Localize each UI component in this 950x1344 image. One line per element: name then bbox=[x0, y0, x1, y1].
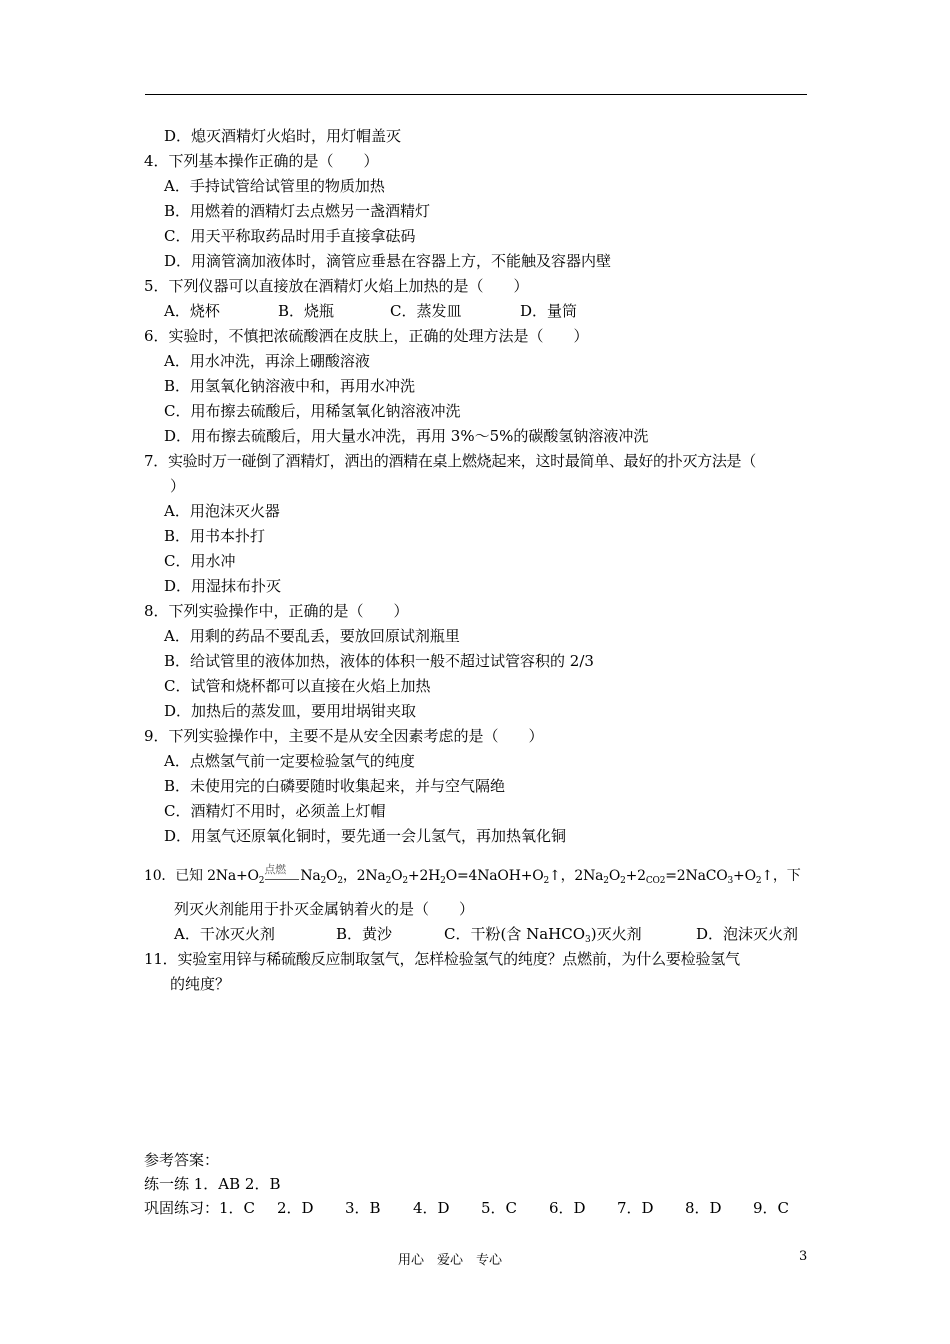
q10-option-c: C．干粉(含 NaHCO$_3$)灭火剂 bbox=[444, 925, 642, 945]
header-rule bbox=[145, 94, 807, 95]
footer-motto: 用心 爱心 专心 bbox=[398, 1253, 503, 1268]
answer-5: 5．C bbox=[481, 1199, 518, 1217]
page-number: 3 bbox=[799, 1249, 808, 1264]
answer-7: 7．D bbox=[617, 1199, 654, 1217]
q10-option-d: D．泡沫灭火剂 bbox=[696, 925, 799, 943]
q3-option-d: D．熄灭酒精灯火焰时，用灯帽盖灭 bbox=[164, 127, 402, 145]
q7-stem-cont: ） bbox=[170, 477, 186, 495]
answers-practice: 练一练 1．AB 2．B bbox=[144, 1175, 281, 1193]
q7-option-c: C．用水冲 bbox=[164, 552, 236, 570]
q4-option-d: D．用滴管滴加液体时，滴管应垂悬在容器上方，不能触及容器内壁 bbox=[164, 252, 612, 270]
q9-option-a: A．点燃氢气前一定要检验氢气的纯度 bbox=[164, 752, 415, 770]
q7-option-b: B．用书本扑打 bbox=[164, 527, 266, 545]
q4-option-b: B．用燃着的酒精灯去点燃另一盏酒精灯 bbox=[164, 202, 431, 220]
q8-option-a: A．用剩的药品不要乱丢，要放回原试剂瓶里 bbox=[164, 627, 460, 645]
q10-stem: 10．已知 $2Na+O_2$ 点燃 $Na_2O_2$，$2Na_2O_2+2H_2O=4NaOH+O_2↑$，$2Na_2O_2+2_{CO2}=2NaCO_3+O_2↑$，下 bbox=[144, 863, 801, 886]
q4-option-a: A．手持试管给试管里的物质加热 bbox=[164, 177, 385, 195]
q4-stem: 4．下列基本操作正确的是（ ） bbox=[144, 152, 379, 170]
q5-stem: 5．下列仪器可以直接放在酒精灯火焰上加热的是（ ） bbox=[144, 277, 529, 295]
answers-consolidation: 巩固练习：1．C 2．D 3．B 4．D 5．C 6．D 7．D 8．D 9．C bbox=[144, 1199, 790, 1217]
answer-1: 1．C bbox=[219, 1199, 256, 1217]
q7-stem: 7．实验时万一碰倒了酒精灯，洒出的酒精在桌上燃烧起来，这时最简单、最好的扑灭方法是（ bbox=[144, 452, 756, 470]
q5-option-c: C．蒸发皿 bbox=[390, 302, 462, 320]
q5-option-a: A．烧杯 bbox=[164, 302, 220, 320]
answer-4: 4．D bbox=[413, 1199, 450, 1217]
q9-option-c: C．酒精灯不用时，必须盖上灯帽 bbox=[164, 802, 386, 820]
q8-stem: 8．下列实验操作中，正确的是（ ） bbox=[144, 602, 409, 620]
answers-title: 参考答案： bbox=[144, 1151, 220, 1169]
q9-option-d: D．用氢气还原氧化铜时，要先通一会儿氢气，再加热氧化铜 bbox=[164, 827, 567, 845]
answer-2: 2．D bbox=[277, 1199, 314, 1217]
q10-option-a: A．干冰灭火剂 bbox=[174, 925, 275, 943]
answer-8: 8．D bbox=[685, 1199, 722, 1217]
q4-option-c: C．用天平称取药品时用手直接拿砝码 bbox=[164, 227, 416, 245]
q6-option-b: B．用氢氧化钠溶液中和，再用水冲洗 bbox=[164, 377, 416, 395]
q10-option-b: B．黄沙 bbox=[336, 925, 393, 943]
q11-stem: 11．实验室用锌与稀硫酸反应制取氢气，怎样检验氢气的纯度？点燃前，为什么要检验氢气 bbox=[144, 950, 740, 968]
q9-stem: 9．下列实验操作中，主要不是从安全因素考虑的是（ ） bbox=[144, 727, 544, 745]
answer-9: 9．C bbox=[753, 1199, 790, 1217]
q5-option-d: D．量筒 bbox=[520, 302, 578, 320]
q7-option-d: D．用湿抹布扑灭 bbox=[164, 577, 282, 595]
q7-option-a: A．用泡沫灭火器 bbox=[164, 502, 280, 520]
q9-option-b: B．未使用完的白磷要随时收集起来，并与空气隔绝 bbox=[164, 777, 506, 795]
reaction-condition: 点燃 bbox=[264, 866, 300, 886]
q11-stem-cont: 的纯度？ bbox=[170, 975, 231, 993]
q8-option-d: D．加热后的蒸发皿，要用坩埚钳夹取 bbox=[164, 702, 417, 720]
answer-3: 3．B bbox=[345, 1199, 381, 1217]
answer-6: 6．D bbox=[549, 1199, 586, 1217]
q5-option-b: B．烧瓶 bbox=[278, 302, 335, 320]
q8-option-b: B．给试管里的液体加热，液体的体积一般不超过试管容积的 2/3 bbox=[164, 652, 594, 670]
q6-option-a: A．用水冲洗，再涂上硼酸溶液 bbox=[164, 352, 370, 370]
q6-option-c: C．用布擦去硫酸后，用稀氢氧化钠溶液冲洗 bbox=[164, 402, 461, 420]
q8-option-c: C．试管和烧杯都可以直接在火焰上加热 bbox=[164, 677, 431, 695]
q6-option-d: D．用布擦去硫酸后，用大量水冲洗，再用 3%～5%的碳酸氢钠溶液冲洗 bbox=[164, 427, 649, 445]
q6-stem: 6．实验时，不慎把浓硫酸洒在皮肤上，正确的处理方法是（ ） bbox=[144, 327, 589, 345]
q10-stem-cont: 列灭火剂能用于扑灭金属钠着火的是（ ） bbox=[174, 900, 475, 918]
